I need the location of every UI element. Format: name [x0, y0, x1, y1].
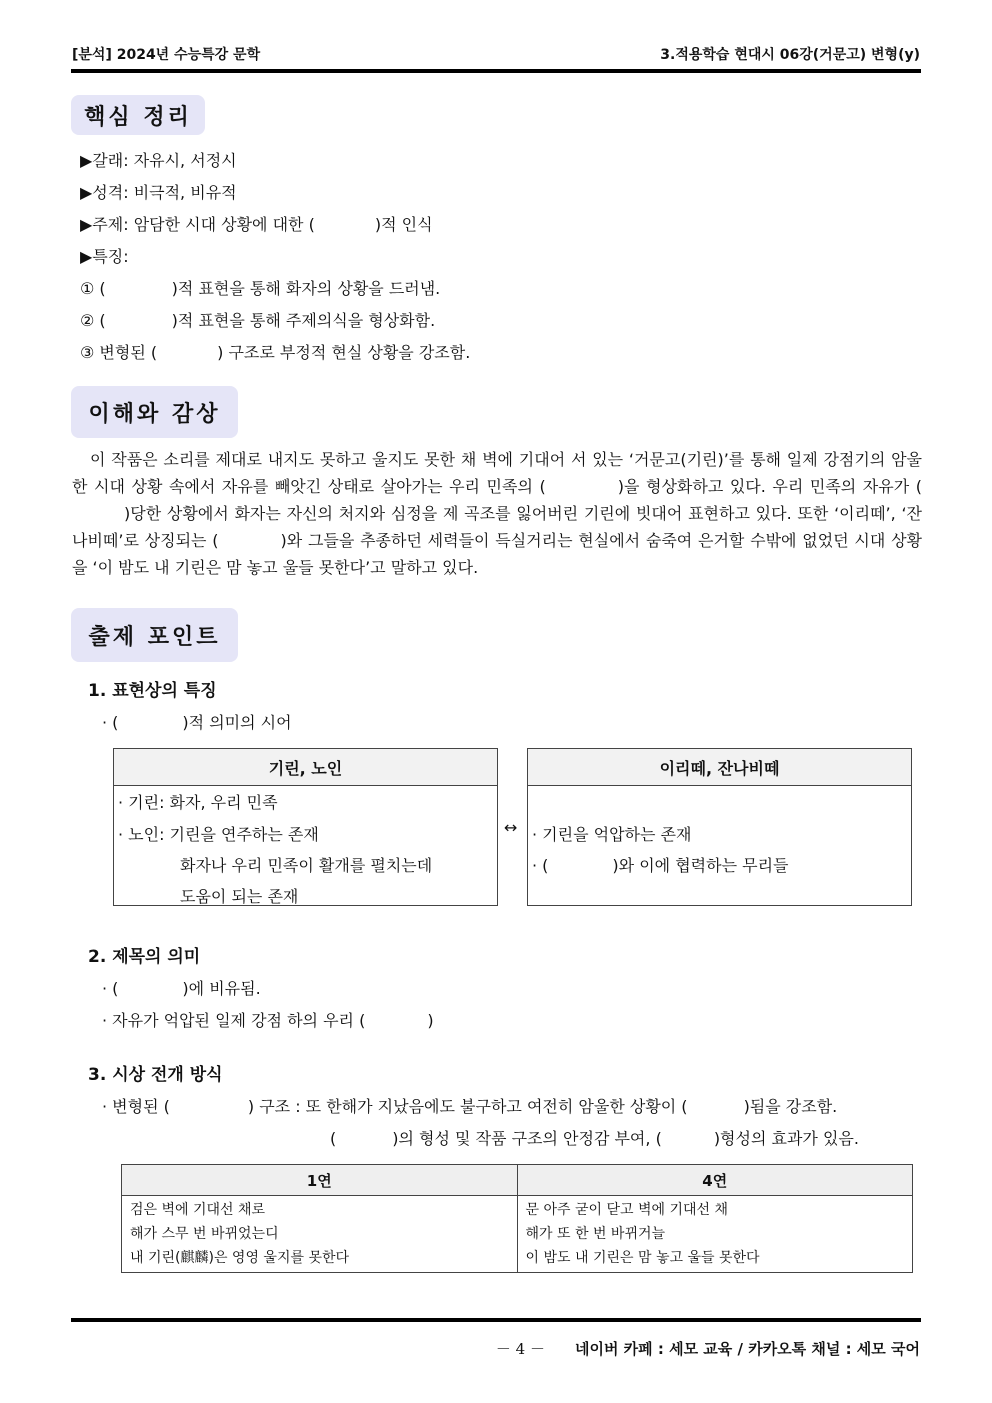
footer-text: 네이버 카페 : 세모 교육 / 카카오톡 채널 : 세모 국어: [574, 1340, 920, 1358]
verse-col-1-text: [122, 1196, 518, 1273]
footer-rule: [71, 1318, 921, 1322]
verse-line: 해가 스무 번 바뀌었는디: [130, 1226, 279, 1242]
feature-1: ① ( )적 표현을 통해 화자의 상황을 드러냄.: [80, 279, 441, 298]
relation-left-head: 기린, 노인: [114, 749, 497, 786]
point-3-line-2: ( )의 형성 및 작품 구조의 안정감 부여, ( )형성의 효과가 있음.: [330, 1129, 859, 1148]
verse-line: 해가 또 한 번 바뀌거늘: [525, 1226, 666, 1242]
relation-left-line-2: · 노인: 기린을 연주하는 존재: [118, 825, 319, 844]
page-number: － 4 －: [495, 1340, 545, 1358]
relation-box-left: [113, 748, 498, 906]
verse-col-2-text: [517, 1196, 913, 1273]
summary-genre: ▶갈래: 자유시, 서정시: [80, 151, 237, 170]
verse-line: 내 기린(麒麟)은 영영 울지를 못한다: [130, 1250, 350, 1266]
relation-box-right: [527, 748, 912, 906]
verse-comparison-table: [121, 1164, 913, 1273]
relation-left-line-3: 화자나 우리 민족이 활개를 펼치는데: [180, 856, 433, 875]
summary-theme: ▶주제: 암담한 시대 상황에 대한 ( )적 인식: [80, 215, 433, 234]
feature-2: ② ( )적 표현을 통해 주제의식을 형상화함.: [80, 311, 436, 330]
verse-line: 문 아주 굳이 닫고 벽에 기대선 채: [525, 1202, 729, 1218]
point-1-heading: 1. 표현상의 특징: [88, 681, 217, 701]
point-3-heading: 3. 시상 전개 방식: [88, 1065, 223, 1085]
relation-right-line-2: · ( )와 이에 협력하는 무리들: [532, 856, 789, 875]
section-title-appreciation: 이해와 감상: [71, 386, 238, 438]
section-title-summary: 핵심 정리: [71, 95, 205, 135]
header-left: [분석] 2024년 수능특강 문학: [72, 47, 261, 63]
point-3-line-1: · 변형된 ( ) 구조 : 또 한해가 지났음에도 불구하고 여전히 암울한 상황이 ( )됨을 강조함.: [102, 1097, 838, 1116]
verse-col-1-head: 1연: [122, 1165, 518, 1196]
point-2-bullet-2: · 자유가 억압된 일제 강점 하의 우리 ( ): [102, 1011, 434, 1030]
header-rule: [71, 69, 921, 73]
relation-right-head: 이리떼, 잔나비떼: [528, 749, 911, 786]
verse-line: 이 밤도 내 기린은 맘 놓고 울들 못한다: [525, 1250, 760, 1266]
header-right: 3.적용학습 현대시 06강(거문고) 변형(y): [660, 47, 920, 63]
section-title-points: 출제 포인트: [71, 608, 238, 662]
relation-left-line-1: · 기린: 화자, 우리 민족: [118, 793, 278, 812]
relation-right-line-1: · 기린을 억압하는 존재: [532, 825, 692, 844]
appreciation-paragraph: 이 작품은 소리를 제대로 내지도 못하고 울지도 못한 채 벽에 기대어 서 있는 ‘거문고(기린)’를 통해 일제 강점기의 암울한 시대 상황 속에서 자유를 빼앗긴 상태로 살아가는 우리 민족의 ( )을 형상화하고 있다. 우리 민족의 자유가 ()당한 상황에서 화자는 자신의 처지와 심정을 제 곡조를 잃어버린 기린에 빗대어 표현하고 있다. 또한 ‘이리떼’, ‘잔나비떼’로 상징되는 ( )와 그들을 추종하던 세력들이 득실거리는 현실에서 숨죽여 은거할 수밖에 없었던 시대 상황을 ‘이 밤도 내 기린은 맘 놓고 울들 못한다’고 말하고 있다.: [72, 450, 922, 577]
summary-features-label: ▶특징:: [80, 247, 129, 266]
opposition-arrow-icon: ↔: [504, 818, 518, 837]
verse-line: 검은 벽에 기대선 채로: [130, 1202, 266, 1218]
table-row: [122, 1196, 913, 1273]
point-1-bullet: · ( )적 의미의 시어: [102, 713, 292, 732]
footer: [496, 1338, 920, 1359]
verse-col-2-head: 4연: [517, 1165, 913, 1196]
relation-left-line-4: 도움이 되는 존재: [180, 887, 299, 906]
feature-3: ③ 변형된 ( ) 구조로 부정적 현실 상황을 강조함.: [80, 343, 471, 362]
point-2-bullet-1: · ( )에 비유됨.: [102, 979, 261, 998]
summary-nature: ▶성격: 비극적, 비유적: [80, 183, 237, 202]
point-2-heading: 2. 제목의 의미: [88, 947, 201, 967]
